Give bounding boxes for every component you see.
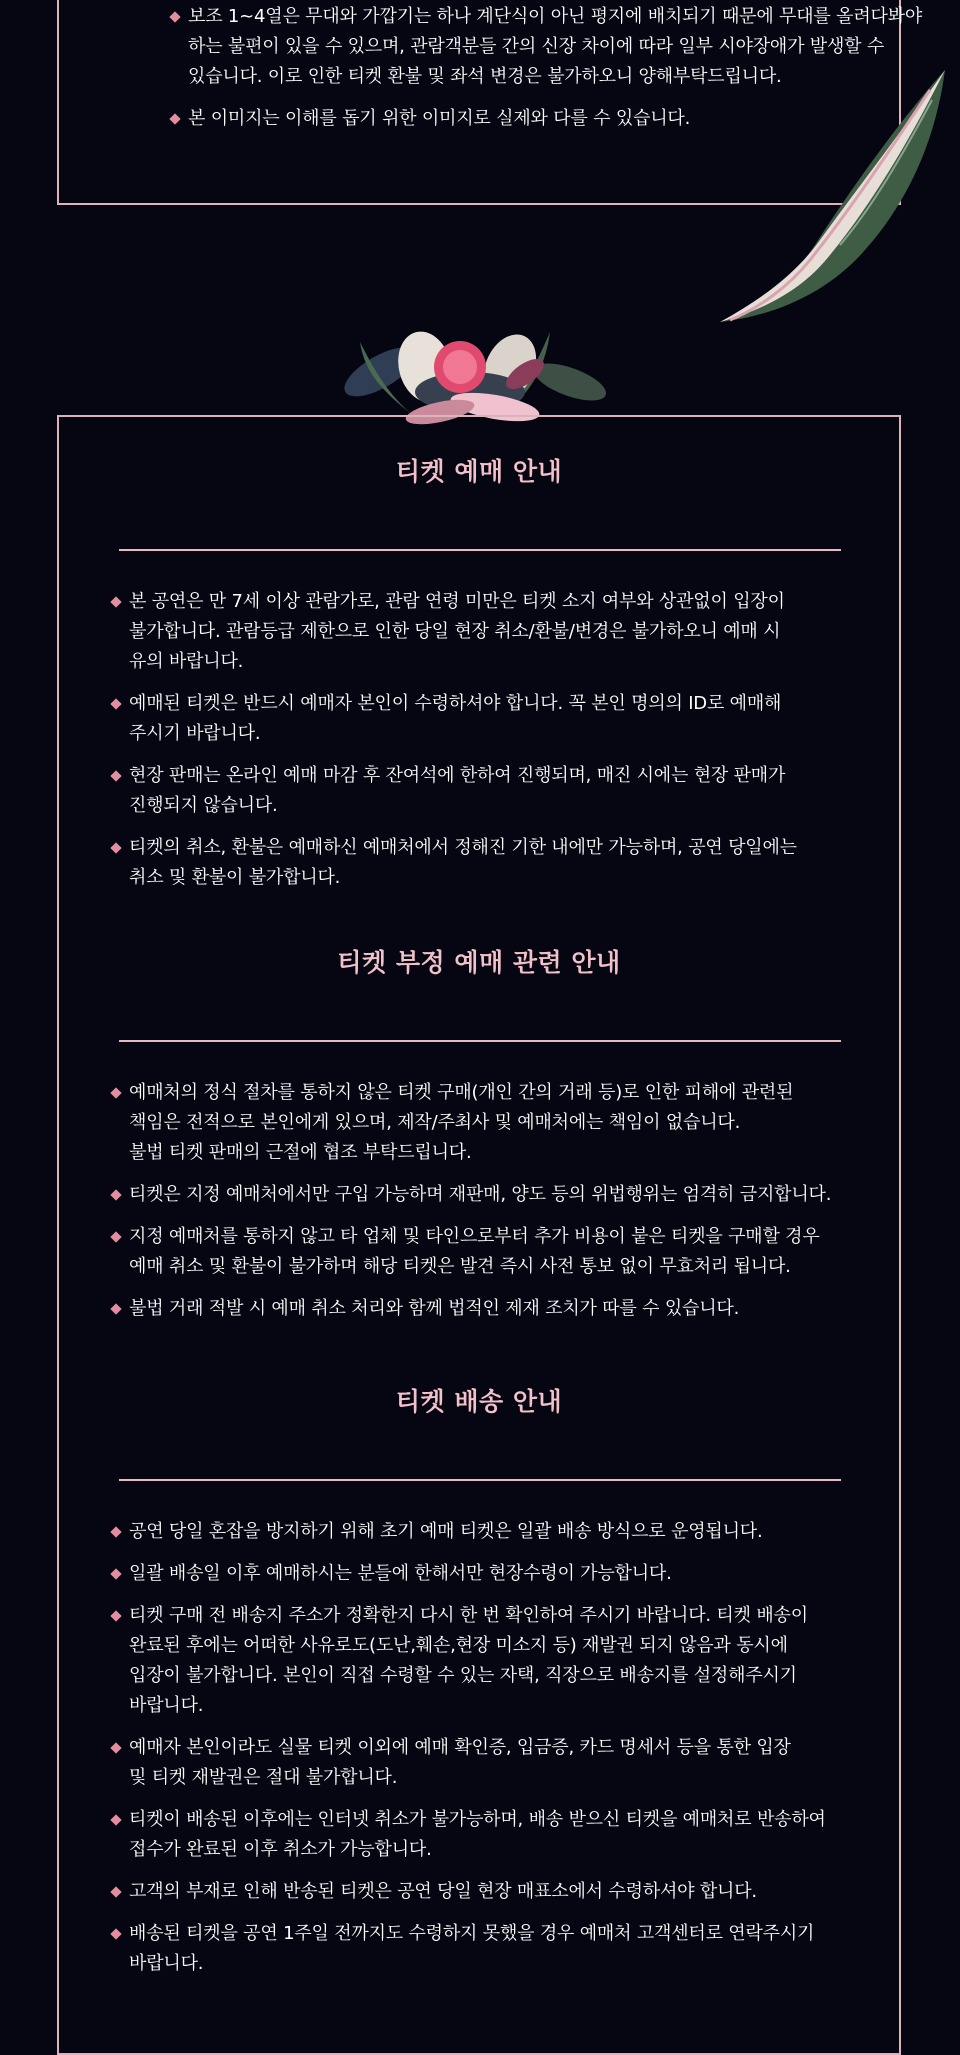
diamond-bullet-icon [169,11,180,22]
diamond-bullet-icon [110,1189,121,1200]
section-list [112,1078,872,1336]
note-text: 티켓의 취소, 환불은 예매하신 예매처에서 정해진 기한 내에만 가능하며, 공연 당일에는 취소 및 환불이 불가합니다. [129,837,797,888]
note-text: 지정 예매처를 통하지 않고 타 업체 및 타인으로부터 추가 비용이 붙은 티켓을 구매할 경우 예매 취소 및 환불이 불가하며 해당 티켓은 발견 즉시 사전 통보 없이 무효처리 됩니다. [129,1226,820,1277]
diamond-bullet-icon [110,1231,121,1242]
diamond-bullet-icon [110,1568,121,1579]
ticket-booking-section [59,452,899,888]
list-item [112,689,872,749]
list-item [112,1919,872,1979]
note-text: 고객의 부재로 인해 반송된 티켓은 공연 당일 현장 매표소에서 수령하셔야 합니다. [129,1881,757,1902]
diamond-bullet-icon [110,770,121,781]
floral-decoration-icon [320,312,620,432]
diamond-bullet-icon [110,1814,121,1825]
note-text: 현장 판매는 온라인 예매 마감 후 잔여석에 한하여 진행되며, 매진 시에는 현장 판매가 진행되지 않습니다. [129,765,786,816]
note-text: 일괄 배송일 이후 예매하시는 분들에 한해서만 현장수령이 가능합니다. [129,1563,672,1584]
list-item [112,1601,872,1721]
list-item [112,833,872,893]
note-text: 불법 거래 적발 시 예매 취소 처리와 함께 법적인 제재 조치가 따를 수 있습니다. [129,1298,740,1319]
diamond-bullet-icon [110,1610,121,1621]
list-item [112,1877,872,1907]
ticket-delivery-section [59,1382,899,1974]
diamond-bullet-icon [110,1087,121,1098]
note-text: 예매처의 정식 절차를 통하지 않은 티켓 구매(개인 간의 거래 등)로 인한 피해에 관련된 책임은 전적으로 본인에게 있으며, 제작/주최사 및 예매처에는 책임이 없습니다. 불법 티켓 판매의 근절에 협조 부탁드립니다. [129,1082,794,1163]
note-text: 본 공연은 만 7세 이상 관람가로, 관람 연령 미만은 티켓 소지 여부와 상관없이 입장이 불가합니다. 관람등급 제한으로 인한 당일 현장 취소/환불/변경은 불가하오니 예매 시 유의 바랍니다. [129,591,785,672]
section-divider [119,549,841,551]
section-list [112,587,872,905]
diamond-bullet-icon [110,1886,121,1897]
diamond-bullet-icon [110,1742,121,1753]
note-text: 본 이미지는 이해를 돕기 위한 이미지로 실제와 다를 수 있습니다. [188,108,691,129]
list-item [112,587,872,677]
list-item [112,1559,872,1589]
note-text: 보조 1~4열은 무대와 가깝기는 하나 계단식이 아닌 평지에 배치되기 때문에 무대를 올려다봐야 하는 불편이 있을 수 있으며, 관람객분들 간의 신장 차이에 따라 일부 시야장애가 발생할 수 있습니다. 이로 인한 티켓 환불 및 좌석 변경은 불가하오니 양해부탁드립니다. [188,6,923,87]
note-text: 티켓이 배송된 이후에는 인터넷 취소가 불가능하며, 배송 받으신 티켓을 예매처로 반송하여 접수가 완료된 이후 취소가 가능합니다. [129,1809,826,1860]
diamond-bullet-icon [110,1303,121,1314]
list-item [112,761,872,821]
note-text: 공연 당일 혼잡을 방지하기 위해 초기 예매 티켓은 일괄 배송 방식으로 운영됩니다. [129,1521,763,1542]
note-text: 예매자 본인이라도 실물 티켓 이외에 예매 확인증, 입금증, 카드 명세서 등을 통한 입장 및 티켓 재발권은 절대 불가합니다. [129,1737,791,1788]
section-divider [119,1479,841,1481]
diamond-bullet-icon [110,698,121,709]
list-item [112,1517,872,1547]
leaf-icon [700,60,960,330]
diamond-bullet-icon [110,842,121,853]
diamond-bullet-icon [110,1526,121,1537]
list-item [112,1180,872,1210]
fraud-booking-section [59,943,899,1319]
diamond-bullet-icon [169,113,180,124]
note-text: 티켓 구매 전 배송지 주소가 정확한지 다시 한 번 확인하여 주시기 바랍니다. 티켓 배송이 완료된 후에는 어떠한 사유로도(도난,훼손,현장 미소지 등) 재발권 되지 않음과 동시에 입장이 불가합니다. 본인이 직접 수령할 수 있는 자택, 직장으로 배송지를 설정해주시기 바랍니다. [129,1605,808,1716]
list-item [112,1222,872,1282]
section-title: 티켓 배송 안내 [395,1387,563,1416]
section-title: 티켓 예매 안내 [395,457,563,486]
diamond-bullet-icon [110,596,121,607]
list-item [112,1078,872,1168]
list-item [112,1733,872,1793]
list-item [112,1805,872,1865]
list-item [112,1294,872,1324]
note-text: 티켓은 지정 예매처에서만 구입 가능하며 재판매, 양도 등의 위법행위는 엄격히 금지합니다. [129,1184,832,1205]
note-text: 배송된 티켓을 공연 1주일 전까지도 수령하지 못했을 경우 예매처 고객센터로 연락주시기 바랍니다. [129,1923,815,1974]
section-list [112,1517,872,1991]
note-text: 예매된 티켓은 반드시 예매자 본인이 수령하셔야 합니다. 꼭 본인 명의의 ID로 예매해 주시기 바랍니다. [129,693,782,744]
section-divider [119,1040,841,1042]
diamond-bullet-icon [110,1928,121,1939]
section-title: 티켓 부정 예매 관련 안내 [337,948,621,977]
main-notice-box [57,415,901,2055]
